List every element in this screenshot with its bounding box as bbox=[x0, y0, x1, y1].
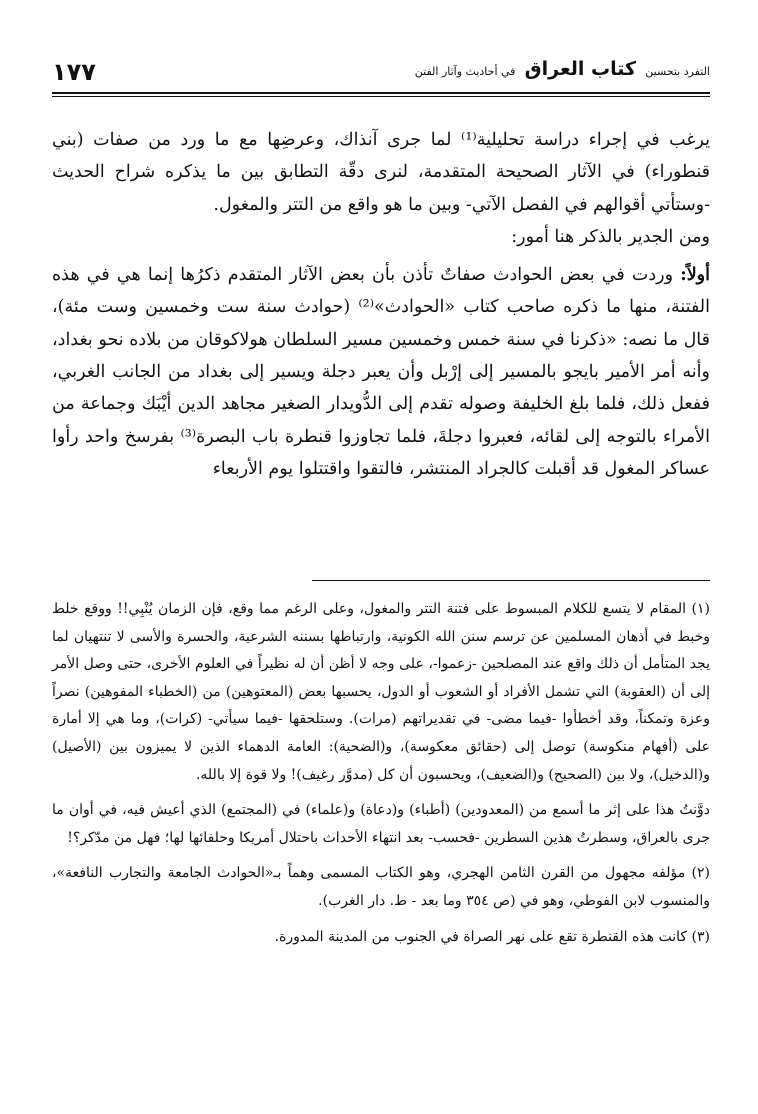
page-number: ١٧٧ bbox=[52, 58, 96, 86]
paragraph-first bbox=[52, 259, 710, 485]
running-title-suffix: في أحاديث وآثار الفتن bbox=[414, 65, 516, 78]
footnote-1: (١) المقام لا يتسع للكلام المبسوط على فتنة التتر والمغول، وعلى الرغم مما وقع، فإن الزمان يُنْبِي!! ووقع خلط وخبط في أذهان المسلمين عن ترسم سنن الله الكونية، وارتباطها بسننه الشرعية، والحسرة والأسى لا تنتهيان لما يجد المتأمل أن ذلك واقع عند المصلحين -زعموا-، على وجه لا أظن أن له نظيراً في العلوم الأخرى، حتى وصل الأمر إلى أن (العقوبة) التي تشمل الأفراد أو الشعوب أو الدول، يحسبها بعض (المعتوهين) من (الخطباء المفوهين) نصراً وعزة وتمكناً، وقد أخطأوا -فيما مضى- في تقديراتهم (مرات). وستلحقها -فيما سيأتي- (كرات)، وما هي إلا أمارة على (أفهام منكوسة) توصل إلى (حقائق معكوسة)، و(الضحية): العامة الدهماء الذين لا يميزون بين (الأصيل) و(الدخيل)، ولا بين (الصحيح) و(الضعيف)، ويحسبون أن كل (مدوَّر رغيف)! ولا قوة إلا بالله. bbox=[52, 601, 710, 783]
footnote-3: (٣) كانت هذه القنطرة تقع على نهر الصراة في الجنوب من المدينة المدورة. bbox=[274, 928, 710, 945]
page-header bbox=[52, 56, 710, 90]
footnotes bbox=[52, 596, 710, 951]
running-title-prefix: التفرد بتحسين bbox=[645, 65, 710, 78]
main-text bbox=[52, 124, 710, 485]
paragraph-matters: ومن الجدير بالذكر هنا أمور: bbox=[511, 226, 710, 247]
footnote-1-continued: دوَّنتُ هذا على إثر ما أسمع من (المعدودين) (أطباء) و(دعاة) و(علماء) في (المجتمع) الذي أعيش فيه، في أوان ما جرى بالعراق، وسطرتُ هذين السطرين -فحسب- بعد انتهاء الأحداث باحتلال أمريكا وحلفائها لها؛ فهل من مدّكر؟! bbox=[52, 802, 710, 846]
running-title bbox=[415, 58, 710, 80]
header-rule-thin bbox=[52, 96, 710, 97]
footnote-separator bbox=[312, 580, 710, 581]
paragraph-intro: يرغب في إجراء دراسة تحليلية⁽¹⁾ لما جرى آنذاك، وعرضِها مع ما ورد من صفات (بني قنطوراء) في الآثار الصحيحة المتقدمة، لنرى دقّة التطابق بين ما يذكره شراح الحديث -وستأتي أقوالهم في الفصل الآتي- وبين ما هو واقع من التتر والمغول. bbox=[52, 130, 711, 215]
first-point-text: وردت في بعض الحوادث صفاتٌ تأذن بأن بعض الآثار المتقدم ذكرُها إنما هي في هذه الفتنة، منها ما ذكره صاحب كتاب «الحوادث»⁽²⁾ (حوادث سنة ست وخمسين وست مئة)، قال ما نصه: «ذكرنا في سنة خمس وخمسين مسير السلطان هولاكوقان من بلاده نحو بغداد، وأنه أمر الأمير بايجو بالمسير إلى إرْبل وأن يعبر دجلة ويسير إلى بغداد من الجانب الغربي، ففعل ذلك، فلما بلغ الخليفة وصوله تقدم إلى الدُّويدار الصغير مجاهد الدين أيْبَك وجماعة من الأمراء بالتوجه إلى لقائه، فعبروا دجلةَ، فلما تجاوزوا قنطرة باب البصرة⁽³⁾ بفرسخ واحد رأوا عساكر المغول قد أقبلت كالجراد المنتشر، فالتقوا واقتتلوا يوم الأربعاء bbox=[52, 265, 710, 479]
header-rule bbox=[52, 92, 710, 94]
running-title-book: كتاب العراق bbox=[524, 58, 637, 80]
footnote-2: (٢) مؤلفه مجهول من القرن الثامن الهجري، وهو الكتاب المسمى وهماً بـ«الحوادث الجامعة والتجارب النافعة»، والمنسوب لابن الفوطي، وهو في (ص ٣٥٤ وما بعد - ط. دار الغرب). bbox=[52, 865, 710, 909]
first-point-label: أولاً: bbox=[680, 265, 710, 286]
